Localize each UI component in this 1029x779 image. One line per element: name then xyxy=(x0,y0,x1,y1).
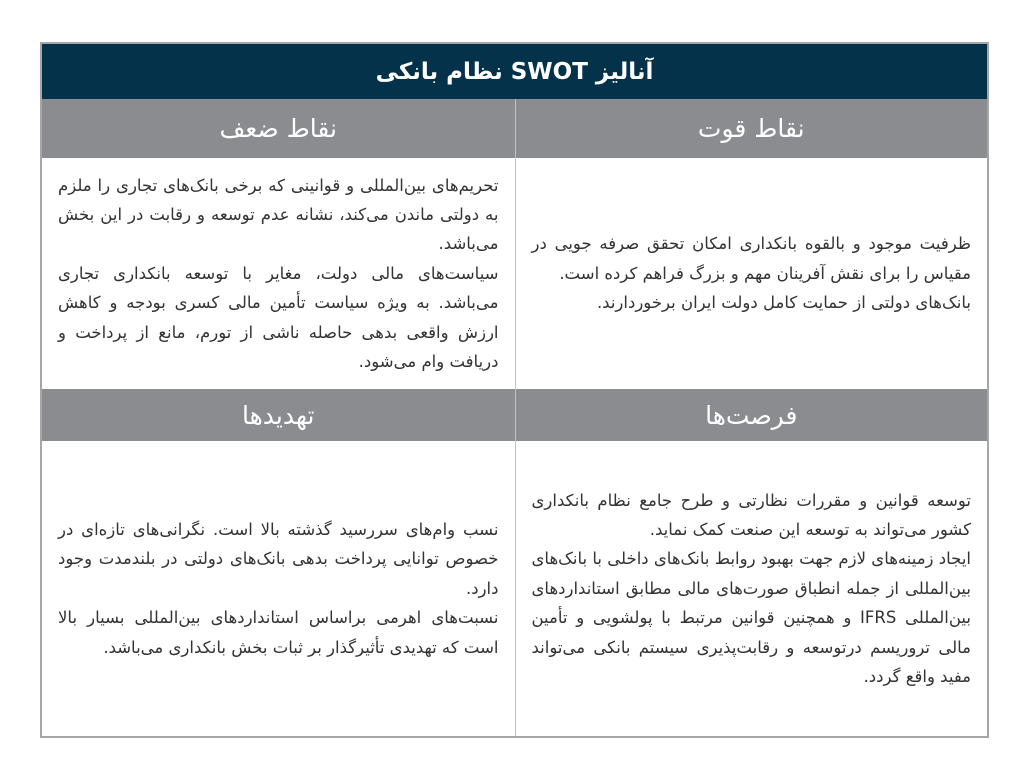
table-title: آنالیز SWOT نظام بانکی xyxy=(42,44,987,99)
opportunities-header: فرصت‌ها xyxy=(515,389,988,441)
opportunities-paragraph: توسعه قوانین و مقررات نظارتی و طرح جامع نظام بانکداری کشور می‌تواند به توسعه این صنعت کمک نماید. xyxy=(531,490,971,540)
weaknesses-cell xyxy=(42,158,515,389)
weaknesses-header: نقاط ضعف xyxy=(42,99,515,158)
threats-paragraph: نسبت‌های اهرمی براساس استانداردهای بین‌المللی بسیار بالا است که تهدیدی تأثیرگذار بر ثبات بخش بانکداری می‌باشد. xyxy=(58,608,499,657)
threats-header: تهدیدها xyxy=(42,389,515,441)
opportunities-paragraph: ایجاد زمینه‌های لازم جهت بهبود روابط بانک‌های داخلی با بانک‌های بین‌المللی از جمله انطباق صورت‌های مالی مطابق استانداردهای بین‌المللی IFRS و همچنین قوانین مرتبط با پولشویی و تأمین مالی تروریسم درتوسعه و رقابت‌پذیری سیستم بانکی می‌تواند مفید واقع گردد. xyxy=(531,549,971,686)
strengths-header: نقاط قوت xyxy=(515,99,988,158)
opportunities-cell xyxy=(515,441,988,736)
swot-table xyxy=(40,42,989,738)
weaknesses-paragraph: تحریم‌های بین‌المللی و قوانینی که برخی بانک‌های تجاری را ملزم به دولتی ماندن می‌کند، نشانه عدم توسعه و رقابت در این بخش می‌باشد. xyxy=(58,175,499,254)
weaknesses-paragraph: سیاست‌های مالی دولت، مغایر با توسعه بانکداری تجاری می‌باشد. به ویژه سیاست تأمین مالی کسری بودجه و کاهش ارزش واقعی بدهی حاصله ناشی از تورم، مانع از پرداخت و دریافت وام می‌شود. xyxy=(58,263,499,371)
strengths-paragraph: بانک‌های دولتی از حمایت کامل دولت ایران برخوردارند. xyxy=(596,293,971,313)
threats-paragraph: نسب وام‌های سررسید گذشته بالا است. نگرانی‌های تازه‌ای در خصوص توانایی پرداخت بدهی بانک‌های دولتی در بلندمدت وجود دارد. xyxy=(58,520,499,598)
threats-cell xyxy=(42,441,515,736)
strengths-paragraph: ظرفیت موجود و بالقوه بانکداری امکان تحقق صرفه جویی در مقیاس را برای نقش آفرینان مهم و بزرگ فراهم کرده است. xyxy=(531,234,971,283)
strengths-cell xyxy=(515,158,988,389)
